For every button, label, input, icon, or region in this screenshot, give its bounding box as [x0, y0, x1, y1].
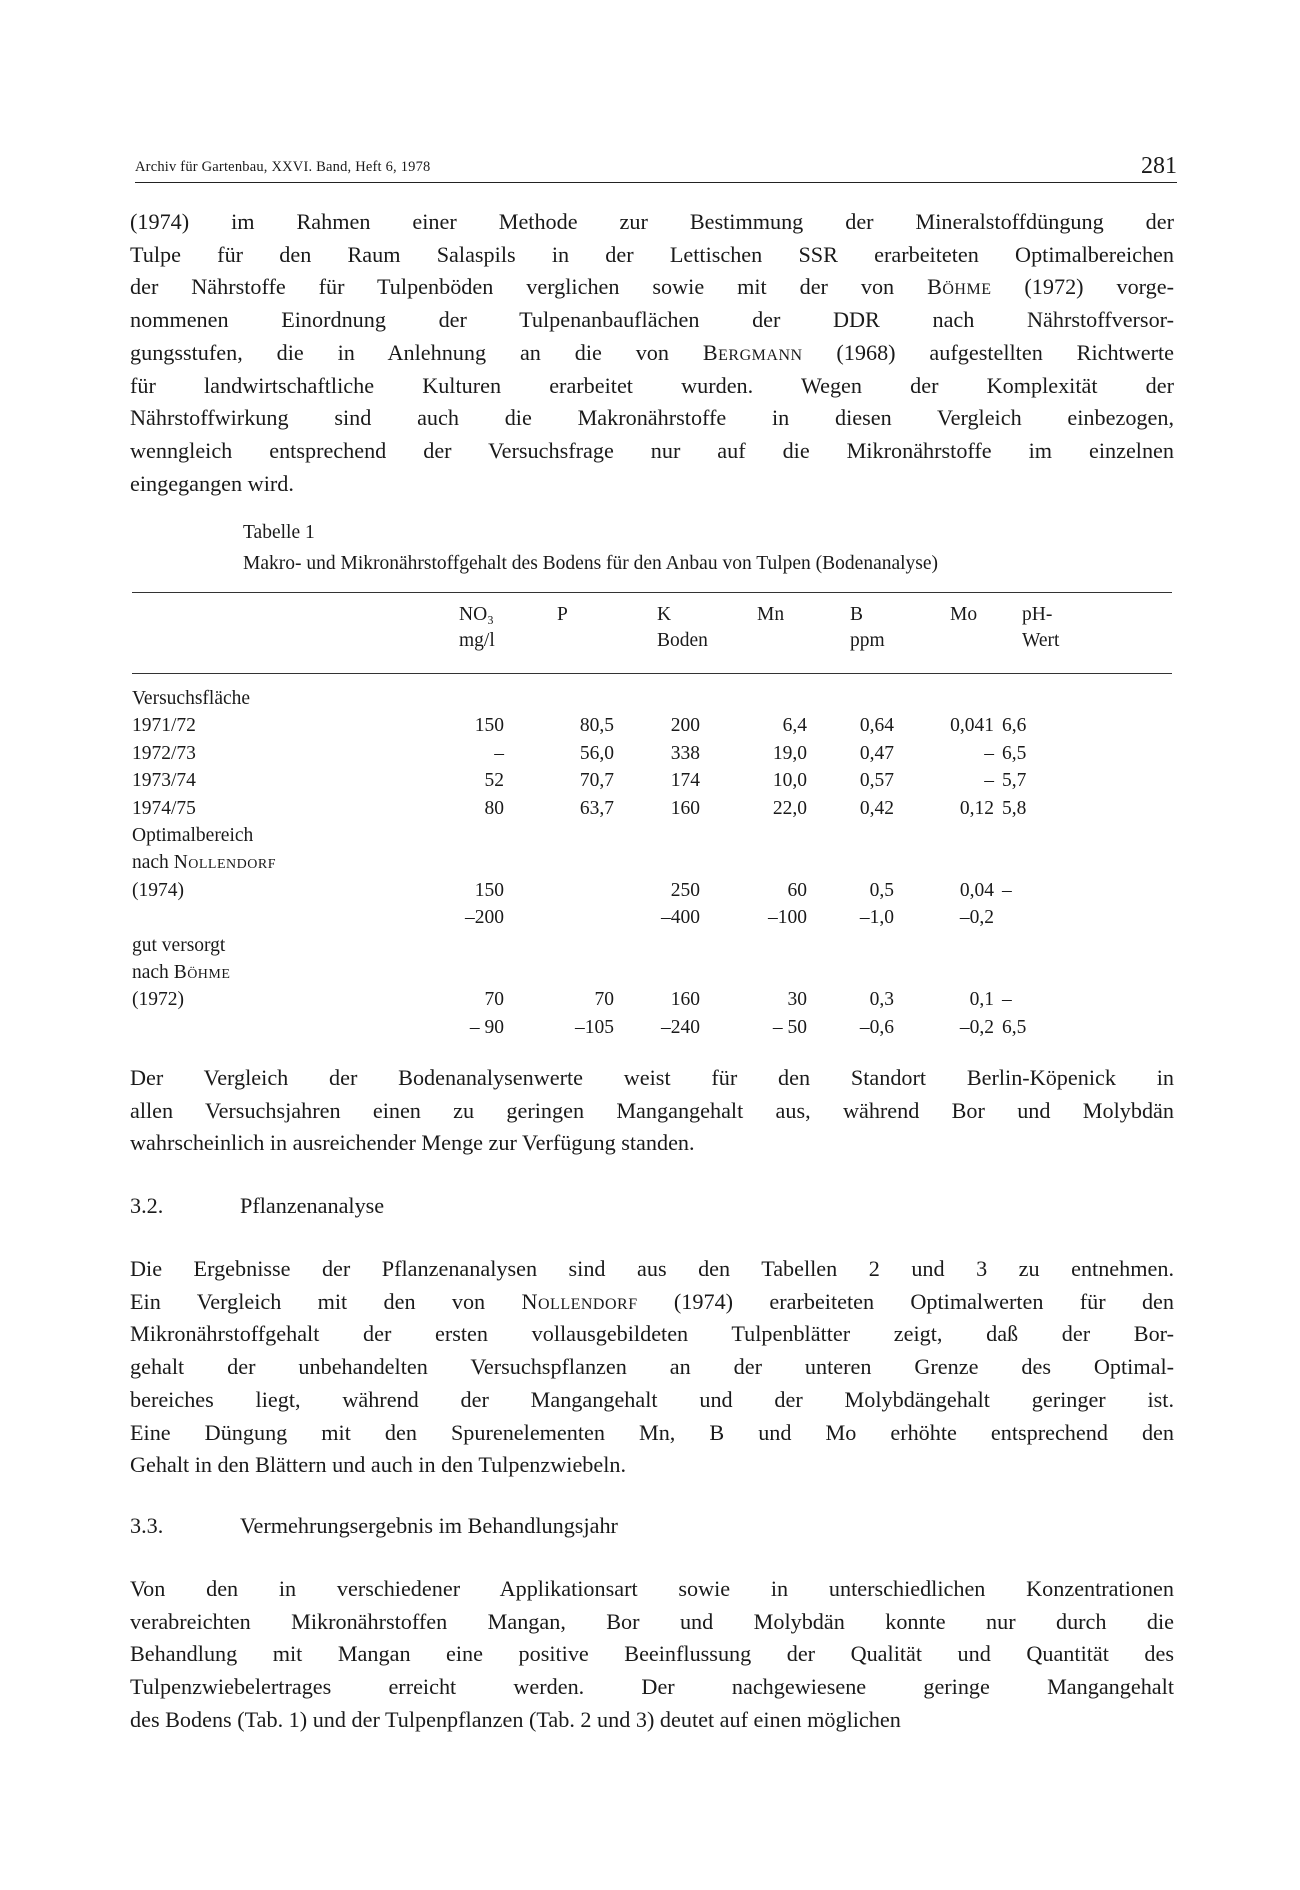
row-label-text: nach [132, 852, 174, 874]
cited-author: Böhme [927, 274, 992, 300]
text-line: wenngleich entsprechend der Versuchsfrage nur auf die Mikronährstoffe im einzelnen [130, 437, 1174, 463]
table-cell: 70 [484, 989, 504, 1011]
text-fragment: (1974) erarbeiteten Optimalwerten für den [637, 1288, 1174, 1314]
row-label-text: 1972/73 [132, 742, 196, 764]
row-label-author: Böhme [173, 962, 231, 983]
row-label-text: gut versorgt [132, 934, 226, 956]
table-caption: Makro- und Mikronährstoffgehalt des Bodens für den Anbau von Tulpen (Bodenanalyse) [243, 553, 939, 574]
column-header: P [557, 604, 568, 625]
table-cell: 6,6 [1002, 715, 1027, 737]
row-label-author: Nollendorf [173, 852, 276, 874]
text-fragment: gungsstufen, die in Anlehnung an die von [130, 339, 703, 365]
row-label [132, 989, 184, 1011]
table-cell: 6,5 [1002, 1016, 1027, 1038]
row-label [132, 715, 196, 737]
row-label [132, 743, 196, 765]
table-cell: –0,6 [859, 1016, 894, 1038]
table-cell: 70,7 [579, 770, 614, 792]
table-cell: 60 [787, 879, 807, 901]
table-label: Tabelle 1 [243, 522, 315, 543]
table-cell: 0,3 [869, 989, 894, 1011]
table-cell: 150 [474, 715, 504, 737]
column-header: mg/l [459, 630, 495, 651]
section-title: Vermehrungsergebnis im Behandlungsjahr [240, 1513, 618, 1538]
table-cell: 160 [670, 989, 700, 1011]
table-cell: 52 [484, 770, 504, 792]
table-cell: 0,1 [969, 989, 994, 1011]
table-cell: – [1002, 989, 1012, 1011]
text-line: verabreichten Mikronährstoffen Mangan, Bor und Molybdän konnte nur durch die [130, 1608, 1174, 1634]
table-cell: 22,0 [772, 797, 807, 819]
column-header: NO₃ [459, 604, 494, 625]
text-line: (1974) im Rahmen einer Methode zur Bestimmung der Mineralstoffdüngung der [130, 209, 1174, 234]
table-cell: –0,2 [959, 907, 994, 929]
table-row [132, 1017, 1172, 1044]
column-header: Mo [950, 604, 978, 625]
row-label [132, 880, 184, 902]
text-line: Behandlung mit Mangan eine positive Beeinflussung der Qualität und Quantität des [130, 1641, 1174, 1667]
table-cell: 6,5 [1002, 742, 1027, 764]
text-line: Eine Düngung mit den Spurenelementen Mn, B und Mo erhöhte entsprechend den [130, 1419, 1174, 1445]
row-label [132, 770, 196, 792]
table-cell: 5,8 [1002, 797, 1027, 819]
table-cell: 0,041 [950, 715, 994, 737]
table-row [132, 989, 1172, 1016]
table-header-row [132, 630, 1172, 658]
table-row [132, 852, 1172, 879]
column-header: Boden [657, 630, 708, 651]
text-line [130, 271, 1174, 304]
row-label-text: nach [132, 962, 174, 983]
table-cell: 0,47 [859, 742, 894, 764]
table-cell: – 50 [772, 1016, 807, 1038]
section-number: 3.3. [130, 1513, 164, 1538]
row-label-text: 1974/75 [132, 797, 196, 819]
column-header: ppm [850, 630, 885, 651]
table-cell: 0,04 [959, 879, 994, 901]
table-row [132, 935, 1172, 962]
table-row [132, 798, 1172, 825]
text-line: Nährstoffwirkung sind auch die Makronährstoffe in diesen Vergleich einbezogen, [130, 405, 1174, 431]
section-title: Pflanzenanalyse [240, 1193, 385, 1218]
text-line [130, 1286, 1174, 1319]
text-fragment: Ein Vergleich mit den von [130, 1288, 522, 1314]
text-line: Von den in verschiedener Applikationsart sowie in unterschiedlichen Konzentrationen [130, 1576, 1174, 1601]
text-line: Gehalt in den Blättern und auch in den Tulpenzwiebeln. [130, 1452, 627, 1478]
table-cell: 10,0 [772, 770, 807, 792]
column-header: pH- [1022, 604, 1053, 625]
column-header: Mn [757, 604, 785, 625]
table-cell: –400 [661, 907, 700, 929]
column-header: K [657, 604, 672, 625]
text-line: bereiches liegt, während der Mangangehalt und der Molybdängehalt geringer ist. [130, 1386, 1174, 1412]
text-line: allen Versuchsjahren einen zu geringen Mangangehalt aus, während Bor und Molybdän [130, 1097, 1174, 1123]
table-cell: 250 [670, 879, 700, 901]
row-label-text: Optimalbereich [132, 825, 254, 846]
cited-author: Nollendorf [521, 1288, 638, 1314]
text-line: des Bodens (Tab. 1) und der Tulpenpflanzen (Tab. 2 und 3) deutet auf einen möglichen [130, 1706, 901, 1732]
table-cell: 63,7 [579, 797, 614, 819]
section-3-2-paragraph [130, 1253, 1174, 1482]
text-line [130, 337, 1174, 370]
text-line: für landwirtschaftliche Kulturen erarbeitet wurden. Wegen der Komplexität der [130, 372, 1174, 398]
table-top-rule [132, 592, 1172, 593]
table-header-rule [132, 673, 1172, 674]
row-label [132, 825, 253, 847]
table-row [132, 880, 1172, 907]
cited-author: Bergmann [702, 339, 803, 365]
text-line: nommenen Einordnung der Tulpenanbauflächen der DDR nach Nährstoffversor- [130, 307, 1174, 333]
text-fragment: (1972) vorge- [991, 274, 1174, 300]
table-cell: –105 [575, 1016, 614, 1038]
table-cell: 0,64 [859, 715, 894, 737]
table-cell: 56,0 [579, 742, 614, 764]
comparison-paragraph [130, 1062, 1174, 1160]
table-cell: –200 [465, 907, 504, 929]
row-label-text: Versuchsfläche [132, 688, 251, 709]
row-label [132, 852, 276, 874]
table-cell: 150 [474, 879, 504, 901]
table-cell: – [494, 742, 504, 764]
table-cell: –1,0 [859, 907, 894, 929]
table-row [132, 825, 1172, 852]
row-label-text: (1974) [132, 879, 184, 901]
row-label [132, 798, 196, 820]
running-header [135, 148, 1177, 183]
text-line: Mikronährstoffgehalt der ersten vollausgebildeten Tulpenblätter zeigt, daß der Bor- [130, 1321, 1174, 1347]
page-number: 281 [1141, 153, 1177, 179]
table-cell: 0,42 [859, 797, 894, 819]
table-cell: 30 [787, 989, 807, 1011]
table-row [132, 962, 1172, 989]
table-cell: 5,7 [1002, 770, 1027, 792]
table-cell: 6,4 [782, 715, 807, 737]
table-cell: 160 [670, 797, 700, 819]
table-cell: 174 [670, 770, 700, 792]
row-label [132, 935, 225, 957]
table-row [132, 715, 1172, 742]
text-fragment: (1968) aufgestellten Richtwerte [802, 339, 1174, 365]
table-cell: 80 [484, 797, 504, 819]
table-cell: –100 [768, 907, 807, 929]
table-cell: – [984, 742, 994, 764]
table-header-row [132, 604, 1172, 632]
text-line: Tulpenzwiebelertrages erreicht werden. Der nachgewiesene geringe Mangangehalt [130, 1674, 1174, 1700]
row-label [132, 962, 230, 984]
text-line: Der Vergleich der Bodenanalysenwerte weist für den Standort Berlin-Köpenick in [130, 1065, 1174, 1090]
table-row [132, 688, 1172, 715]
row-label [132, 688, 250, 710]
text-line: eingegangen wird. [130, 470, 294, 496]
table-cell: 200 [670, 715, 700, 737]
table-row [132, 770, 1172, 797]
intro-paragraph [130, 206, 1174, 500]
text-line: Tulpe für den Raum Salaspils in der Lettischen SSR erarbeiteten Optimalbereichen [130, 241, 1174, 267]
table-cell: 338 [670, 742, 700, 764]
text-line: Die Ergebnisse der Pflanzenanalysen sind aus den Tabellen 2 und 3 zu entnehmen. [130, 1256, 1174, 1281]
text-fragment: der Nährstoffe für Tulpenböden verglichen sowie mit der von [130, 274, 928, 300]
table-cell: 80,5 [579, 715, 614, 737]
table-cell: – [984, 770, 994, 792]
table-cell: –0,2 [959, 1016, 994, 1038]
table-cell: 0,12 [959, 797, 994, 819]
column-header: B [850, 604, 864, 625]
table-row [132, 907, 1172, 934]
table-cell: – [1002, 879, 1012, 901]
text-line: wahrscheinlich in ausreichender Menge zur Verfügung standen. [130, 1130, 695, 1156]
row-label-text: 1971/72 [132, 715, 196, 737]
table-cell: 19,0 [772, 742, 807, 764]
section-3-3-paragraph [130, 1573, 1174, 1737]
row-label-text: (1972) [132, 989, 184, 1011]
journal-citation: Archiv für Gartenbau, XXVI. Band, Heft 6, 1978 [135, 159, 431, 175]
table-cell: 0,57 [859, 770, 894, 792]
table-cell: 0,5 [869, 879, 894, 901]
table-row [132, 743, 1172, 770]
table-cell: –240 [661, 1016, 700, 1038]
row-label-text: 1973/74 [132, 770, 196, 792]
table-cell: 70 [594, 989, 614, 1011]
text-line: gehalt der unbehandelten Versuchspflanzen an der unteren Grenze des Optimal- [130, 1354, 1174, 1380]
table-cell: – 90 [469, 1016, 504, 1038]
section-number: 3.2. [130, 1193, 164, 1218]
column-header: Wert [1022, 630, 1060, 651]
